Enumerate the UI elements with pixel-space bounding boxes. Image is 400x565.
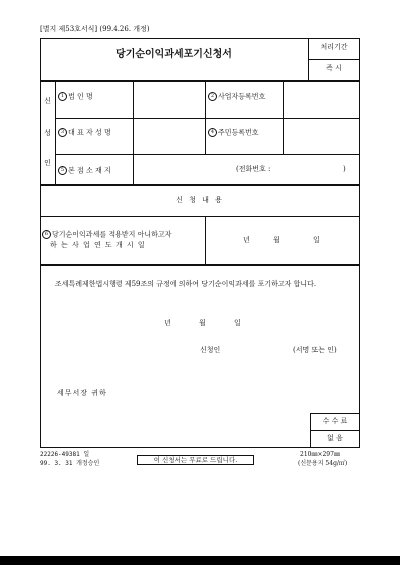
processing-period-value: 즉 시 xyxy=(326,64,342,72)
applicant-section-char-2: 성 xyxy=(44,129,51,137)
form-header: [별지 제53호서식] (99.4.26. 개정) xyxy=(40,25,150,33)
form-title: 당기순이익과세포기신청서 xyxy=(116,49,232,60)
footer-approval: 99. 3. 31 개정승인 xyxy=(40,460,100,467)
corp-name-label: 1 법 인 명 xyxy=(58,92,93,101)
sign-date-month: 월 xyxy=(199,319,206,327)
fee-label: 수 수 료 xyxy=(322,417,348,425)
start-year-day: 일 xyxy=(313,236,320,244)
resident-reg-label: 4 주민등록번호 xyxy=(208,128,259,137)
head-office-label: 5 본 점 소 재 지 xyxy=(58,166,111,175)
sign-date-year: 년 xyxy=(164,319,171,327)
details-header: 신 청 내 용 xyxy=(176,196,224,204)
start-year-label-line1: 6 당기순이익과세를 적용받지 아니하고자 xyxy=(42,230,171,239)
phone-close: ) xyxy=(343,165,346,173)
applicant-label: 신청인 xyxy=(200,346,221,354)
sign-date-day: 일 xyxy=(234,319,241,327)
applicant-section-char-3: 인 xyxy=(44,159,51,167)
fee-value: 없 음 xyxy=(327,434,343,442)
statement-text: 조세특례제한법시행령 제59조의 규정에 의하여 당기순이익과세를 포기하고자 합니다. xyxy=(55,280,317,288)
bottom-bar xyxy=(0,556,400,565)
footer-paper: (신문용지 54g/㎡) xyxy=(298,460,348,467)
addressee: 세무서장 귀하 xyxy=(57,389,107,397)
signature-label: (서명 또는 인) xyxy=(293,346,337,354)
processing-period-label: 처리기간 xyxy=(320,43,348,51)
applicant-section-char-1: 신 xyxy=(44,97,51,105)
start-year-month: 월 xyxy=(273,236,280,244)
footer-size: 210㎜×297㎜ xyxy=(300,451,340,458)
footer-code: 22226-49381 일 xyxy=(40,451,90,458)
representative-label: 3 대 표 자 성 명 xyxy=(58,128,111,137)
phone-label: (전화번호 : xyxy=(236,165,271,173)
start-year-year: 년 xyxy=(243,236,250,244)
start-year-label-line2: 하 는 사 업 연 도 개 시 일 xyxy=(50,241,146,249)
free-notice: 이 신청서는 무료로 드립니다. xyxy=(137,455,254,465)
business-reg-label: 2 사업자등록번호 xyxy=(208,92,265,101)
